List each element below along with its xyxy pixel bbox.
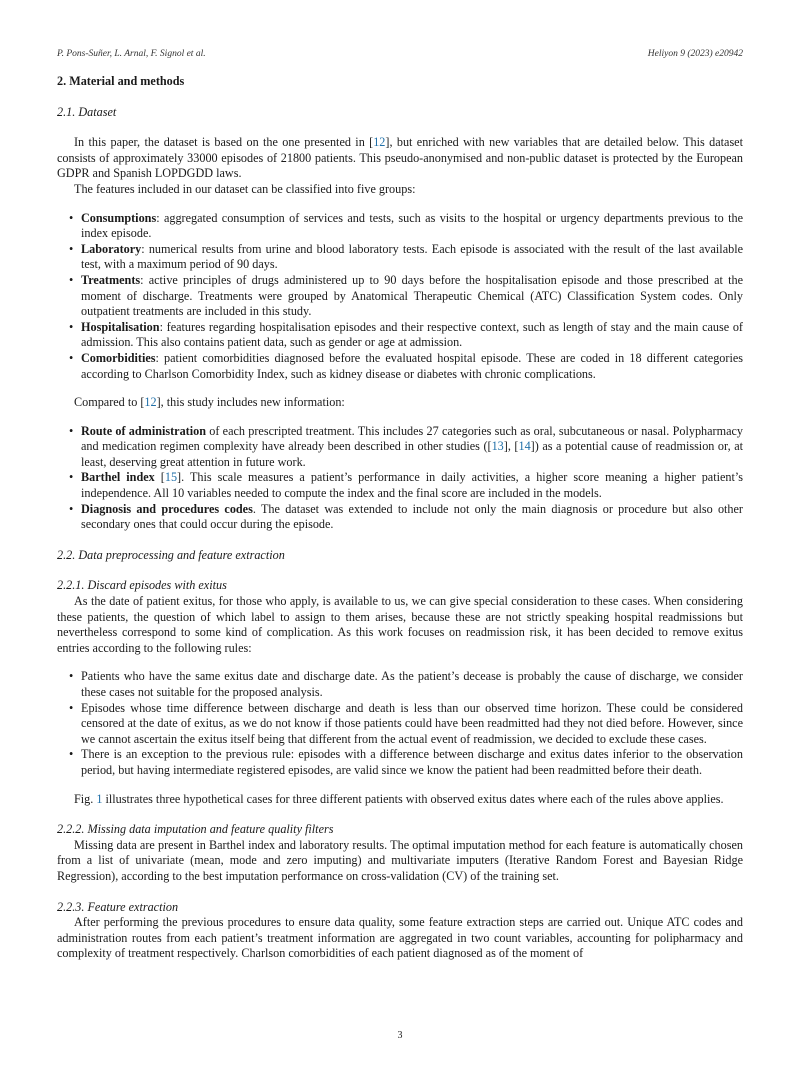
list-item: • There is an exception to the previous rule: episodes with a difference between discharge and exitus dates inferior to the observation period, but having intermediate registered episodes, are valid since we know the patient had been readmitted before their death. xyxy=(57,747,743,778)
subsubsection-title-exitus: 2.2.1. Discard episodes with exitus xyxy=(57,578,227,593)
paragraph-dataset-intro: In this paper, the dataset is based on the one presented in [12], but enriched with new variables that are detailed below. This dataset consists of approximately 33000 episodes of 21800 patients. This pseudo-anonymised and non-public dataset is protected by the European GDPR and Spanish LOPDGDD laws. xyxy=(57,135,743,181)
subsubsection-title-imputation: 2.2.2. Missing data imputation and feature quality filters xyxy=(57,822,334,837)
reference-link[interactable]: 14 xyxy=(518,439,531,454)
list-item: • Treatments: active principles of drugs administered up to 90 days before the hospitalisation episode and those prescribed at the moment of discharge. Treatments were grouped by Anatomical Therapeutic Chemical (ATC) Classification System codes. Only outpatient treatments are included in this study. xyxy=(57,273,743,320)
figure-link[interactable]: 1 xyxy=(96,791,103,806)
list-item: • Laboratory: numerical results from urine and blood laboratory tests. Each episode is associated with the result of the last available test, with a maximum period of 90 days. xyxy=(57,242,743,273)
running-head xyxy=(57,49,743,59)
new-info-list xyxy=(57,424,743,533)
subsection-title-dataset: 2.1. Dataset xyxy=(57,104,117,119)
feature-groups-list xyxy=(57,211,743,383)
list-item: • Barthel index [15]. This scale measures a patient’s performance in daily activities, a higher score meaning a higher patient’s independence. All 10 variables needed to compute the index and the final score are included in the models. xyxy=(57,470,743,501)
subsection-title-preprocessing: 2.2. Data preprocessing and feature extraction xyxy=(57,547,285,562)
article-body xyxy=(57,74,743,962)
list-item: • Diagnosis and procedures codes. The dataset was extended to include not only the main diagnosis or procedure but also other secondary ones that could occur during the episode. xyxy=(57,502,743,533)
list-item: • Hospitalisation: features regarding hospitalisation episodes and their respective context, such as length of stay and the main cause of admission. This also contains patient data, such as gender or age at admission. xyxy=(57,320,743,351)
running-head-authors: P. Pons-Suñer, L. Arnal, F. Signol et al. xyxy=(57,49,206,59)
list-item: • Patients who have the same exitus date and discharge date. As the patient’s decease is probably the cause of discharge, we consider these cases not suitable for the proposed analysis. xyxy=(57,669,743,700)
reference-link[interactable]: 13 xyxy=(491,439,504,454)
paragraph-feature-groups: The features included in our dataset can be classified into five groups: xyxy=(74,181,416,196)
reference-link[interactable]: 12 xyxy=(373,135,386,150)
reference-link[interactable]: 12 xyxy=(144,395,157,410)
list-item: • Consumptions: aggregated consumption of services and tests, such as visits to the hospital or urgency departments previous to the index episode. xyxy=(57,211,743,242)
list-item: • Episodes whose time difference between discharge and death is less than our observed time horizon. These could be considered censored at the date of exitus, as we do not know if those patients could have been readmitted had they not died before. However, since we cannot ascertain the exitus itself being that different from the actual event of readmission, we decided to exclude these cases. xyxy=(57,701,743,748)
exitus-rules-list xyxy=(57,669,743,778)
section-title: 2. Material and methods xyxy=(57,74,185,88)
running-head-journal: Heliyon 9 (2023) e20942 xyxy=(647,49,743,59)
paragraph-imputation: Missing data are present in Barthel index and laboratory results. The optimal imputation method for each feature is automatically chosen from a list of univariate (mean, mode and zero imputing) and multivariate imputers (Iterative Random Forest and Bayesian Ridge Regression), according to the best imputation performance on cross-validation (CV) of the training set. xyxy=(57,837,743,883)
paragraph-exitus: As the date of patient exitus, for those who apply, is available to us, we can give special consideration to these cases. When considering these patients, the question of which label to assign to them arises, because these are not strictly speaking hospital readmissions but nevertheless correspond to some kind of complication. As this work focuses on readmission risk, it has been decided to remove exitus entries according to the following rules: xyxy=(57,594,743,655)
subsubsection-title-feature-extraction: 2.2.3. Feature extraction xyxy=(57,899,179,914)
paragraph-feature-extraction: After performing the previous procedures to ensure data quality, some feature extraction steps are carried out. Unique ATC codes and administration routes from each patient’s treatment information are aggregated in two count variables, accounting for polipharmacy and complexity of treatment respectively. Charlson comorbidities of each patient diagnosed as of the moment of xyxy=(57,915,743,961)
reference-link[interactable]: 15 xyxy=(164,470,178,485)
list-item: • Route of administration of each prescripted treatment. This includes 27 categories such as oral, subcutaneous or nasal. Polypharmacy and medication regimen complexity have already been described in other studies ([13], [14]) as a potential cause of readmission or, at least, deserving great attention in future work. xyxy=(57,424,743,471)
paragraph-new-info: Compared to [12], this study includes new information: xyxy=(74,395,345,410)
paragraph-figure-reference: Fig. 1 illustrates three hypothetical cases for three different patients with observed exitus dates where each of the rules above applies. xyxy=(74,791,724,806)
page-number: 3 xyxy=(397,1030,403,1041)
list-item: • Comorbidities: patient comorbidities diagnosed before the evaluated hospital episode. These are coded in 18 different categories according to Charlson Comorbidity Index, such as kidney disease or diabetes with chronic complications. xyxy=(57,351,743,382)
